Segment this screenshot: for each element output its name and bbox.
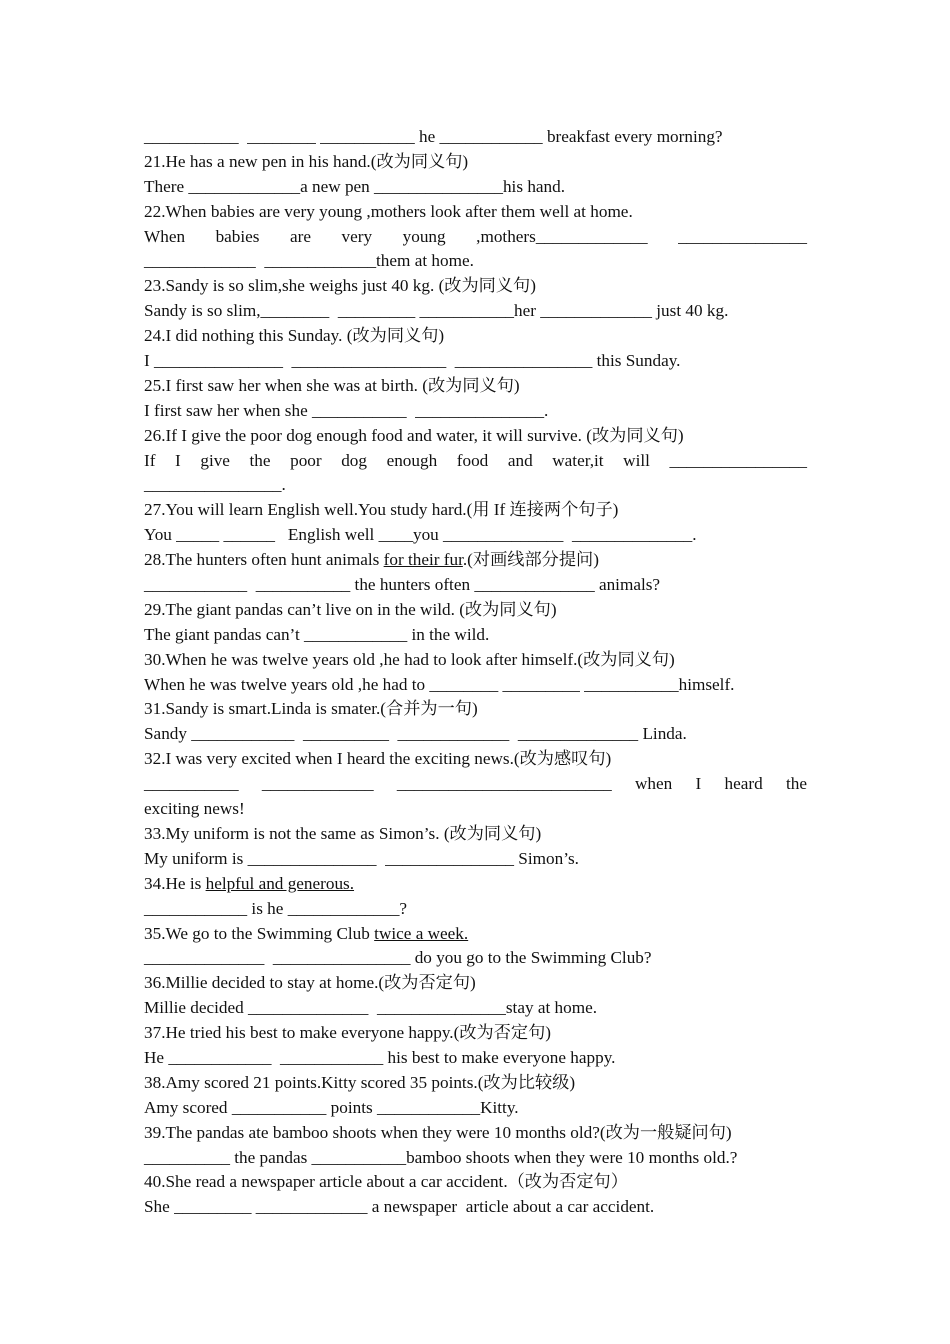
answer-line: ___________ ________ ___________ he ____________ breakfast every morning? <box>144 127 723 146</box>
answer-line: There _____________a new pen _______________his hand. <box>144 176 566 196</box>
answer-line: He ____________ ____________ his best to make everyone happy. <box>144 1047 616 1067</box>
answer-line: When he was twelve years old ,he had to ________ _________ ___________himself. <box>144 674 735 694</box>
answer-line: Sandy is so slim,________ _________ ___________her _____________ just 40 kg. <box>144 301 729 321</box>
question-40: 40.She read a newspaper article about a car accident.（改为否定句） <box>144 1172 628 1192</box>
answer-line: You _____ ______ English well ____you ______________ ______________. <box>144 525 697 545</box>
question-37: 37.He tried his best to make everyone happy.(改为否定句) <box>144 1023 551 1043</box>
question-34 <box>144 872 807 897</box>
answer-line: exciting news! <box>144 799 245 819</box>
answer-line: Millie decided ______________ _______________stay at home. <box>144 998 598 1018</box>
answer-line: When babies are very young ,mothers_____________ _______________ <box>144 226 807 246</box>
answer-line: Sandy ____________ __________ _____________ ______________ Linda. <box>144 724 687 744</box>
answer-line: She _________ _____________ a newspaper article about a car accident. <box>144 1197 655 1217</box>
answer-line: My uniform is _______________ _______________ Simon’s. <box>144 848 579 868</box>
answer-line: I _______________ __________________ ________________ this Sunday. <box>144 351 681 371</box>
question-24: 24.I did nothing this Sunday. (改为同义句) <box>144 326 445 346</box>
question-28-text: 28.The hunters often hunt animals <box>144 550 384 570</box>
answer-line: I first saw her when she ___________ _______________. <box>144 400 549 420</box>
exercise-text <box>144 125 807 1220</box>
answer-line: ____________ ___________ the hunters often ______________ animals? <box>144 575 661 595</box>
question-21: 21.He has a new pen in his hand.(改为同义句) <box>144 151 469 171</box>
answer-line: The giant pandas can’t ____________ in the wild. <box>144 624 490 644</box>
answer-line: ___________ _____________ _________________________ when I heard the <box>144 774 807 794</box>
question-30: 30.When he was twelve years old ,he had to look after himself.(改为同义句) <box>144 649 675 669</box>
question-39: 39.The pandas ate bamboo shoots when they were 10 months old?(改为一般疑问句) <box>144 1122 732 1142</box>
question-23: 23.Sandy is so slim,she weighs just 40 kg. (改为同义句) <box>144 276 536 296</box>
question-29: 29.The giant pandas can’t live on in the wild. (改为同义句) <box>144 599 557 619</box>
question-34-text: 34.He is <box>144 873 206 893</box>
question-28 <box>144 548 807 573</box>
question-22: 22.When babies are very young ,mothers look after them well at home. <box>144 201 633 221</box>
question-31: 31.Sandy is smart.Linda is smater.(合并为一句) <box>144 699 478 719</box>
question-35-text: 35.We go to the Swimming Club <box>144 923 375 943</box>
answer-line: ____________ is he _____________? <box>144 898 408 918</box>
answer-line: __________ the pandas ___________bamboo shoots when they were 10 months old.? <box>144 1147 738 1167</box>
answer-line: ______________ ________________ do you go to the Swimming Club? <box>144 948 652 968</box>
question-36: 36.Millie decided to stay at home.(改为否定句) <box>144 973 476 993</box>
answer-line: Amy scored ___________ points ____________Kitty. <box>144 1097 519 1117</box>
question-27: 27.You will learn English well.You study hard.(用 If 连接两个句子) <box>144 500 619 520</box>
question-25: 25.I first saw her when she was at birth. (改为同义句) <box>144 375 520 395</box>
question-38: 38.Amy scored 21 points.Kitty scored 35 points.(改为比较级) <box>144 1072 576 1092</box>
question-35 <box>144 922 807 947</box>
question-28-instruction: .(对画线部分提问) <box>462 550 599 570</box>
answer-line: If I give the poor dog enough food and water,it will ________________ <box>144 450 807 470</box>
answer-line: ________________. <box>144 475 286 495</box>
question-32: 32.I was very excited when I heard the exciting news.(改为感叹句) <box>144 749 612 769</box>
underlined-phrase: helpful and generous. <box>205 873 355 893</box>
question-26: 26.If I give the poor dog enough food and water, it will survive. (改为同义句) <box>144 425 684 445</box>
underlined-phrase: twice a week. <box>374 923 469 943</box>
question-33: 33.My uniform is not the same as Simon’s. (改为同义句) <box>144 823 542 843</box>
answer-line: _____________ _____________them at home. <box>144 251 474 271</box>
underlined-phrase: for their fur <box>383 550 463 570</box>
